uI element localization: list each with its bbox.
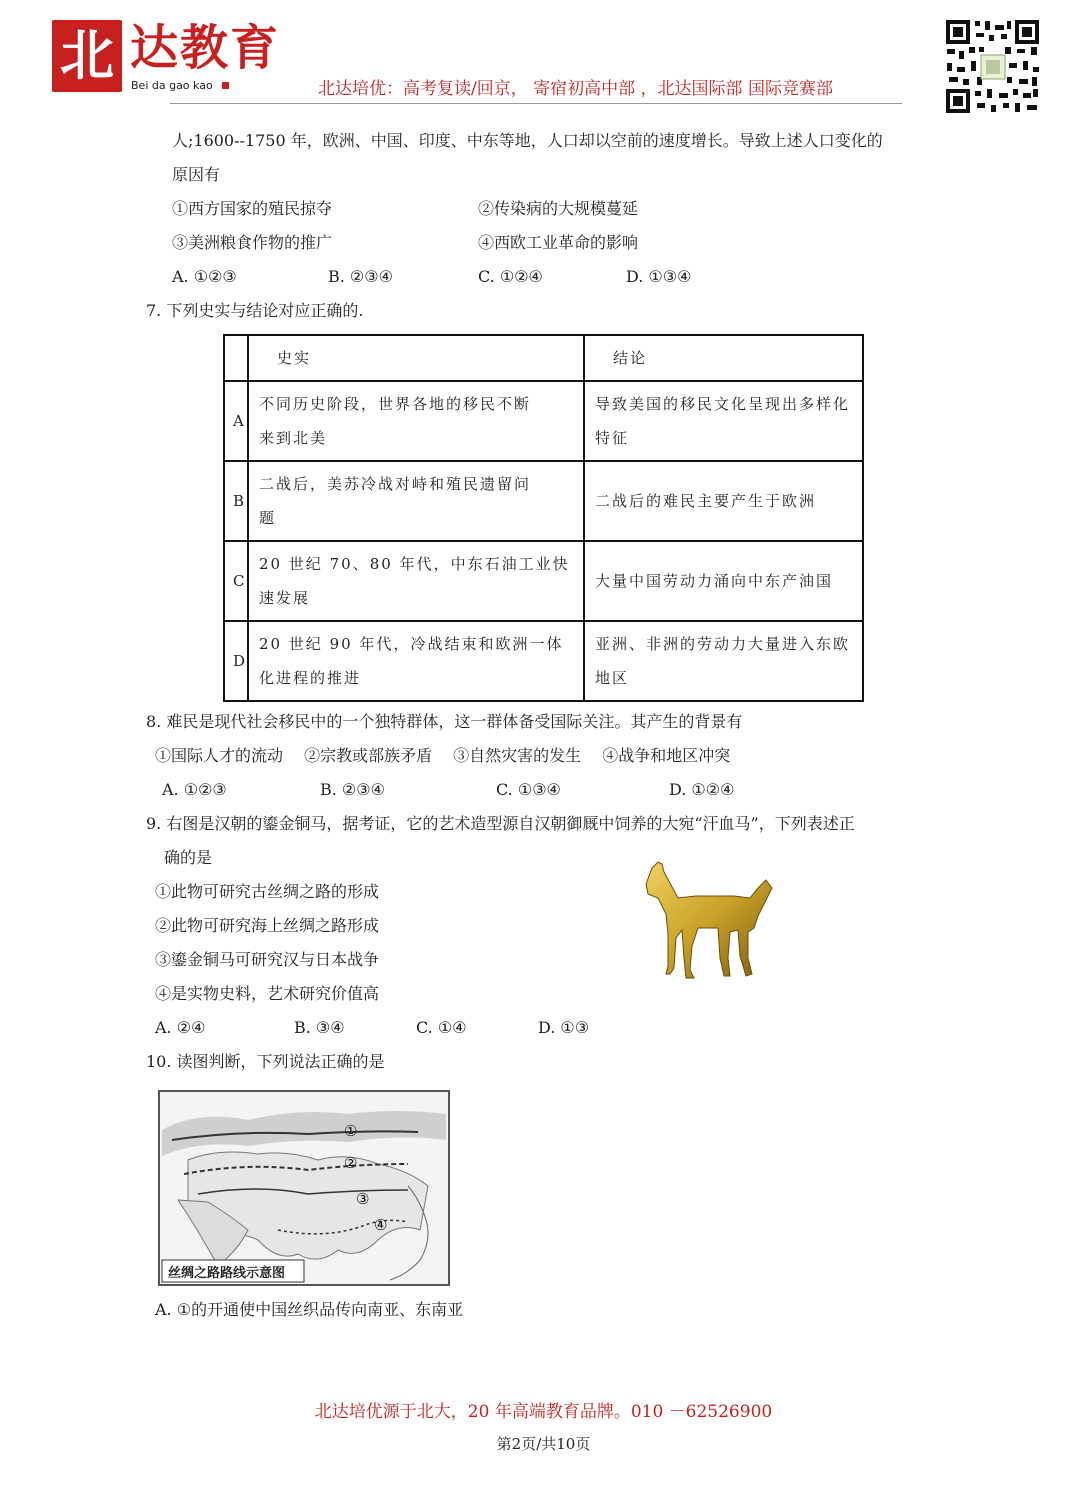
table-header-row <box>224 335 863 381</box>
q9-option-1: ①此物可研究古丝绸之路的形成 <box>155 882 380 901</box>
row-fact-line: 速发展 <box>259 589 311 607</box>
q9-answer-d: D. ①③ <box>538 1018 590 1037</box>
q7-stem: 7. 下列史实与结论对应正确的. <box>146 301 364 320</box>
table-header-fact: 史实 <box>248 335 584 381</box>
table-header-conclusion: 结论 <box>584 335 863 381</box>
q10-option-a: A. ①的开通使中国丝织品传向南亚、东南亚 <box>155 1300 464 1319</box>
page-number: 第2页/共10页 <box>496 1435 591 1453</box>
row-conclusion <box>584 381 863 461</box>
row-conclusion-line: 地区 <box>595 669 630 687</box>
q9-stem-line2: 确的是 <box>164 848 213 867</box>
q8-answer-a: A. ①②③ <box>162 780 227 799</box>
map-marker-1: ① <box>344 1122 358 1140</box>
map-marker-3: ③ <box>356 1190 370 1208</box>
row-fact-line: 化进程的推进 <box>259 669 362 687</box>
row-fact-line: 二战后，美苏冷战对峙和殖民遗留问 <box>259 475 532 493</box>
row-fact <box>248 541 584 621</box>
silk-road-map <box>158 1090 450 1286</box>
q7-table <box>223 334 864 702</box>
q6-stem-line1: 人;1600--1750 年，欧洲、中国、印度、中东等地，人口却以空前的速度增长。导致上述人口变化的 <box>172 131 883 150</box>
header-divider <box>170 103 902 104</box>
q6-answer-d: D. ①③④ <box>626 267 692 286</box>
table-header-cell <box>224 335 248 381</box>
table-row <box>224 621 863 701</box>
q9-option-4: ④是实物史料，艺术研究价值高 <box>155 984 380 1003</box>
row-letter: A <box>224 381 248 461</box>
q9-option-3: ③鎏金铜马可研究汉与日本战争 <box>155 950 380 969</box>
row-fact-line: 来到北美 <box>259 429 328 447</box>
q9-answer-b: B. ③④ <box>294 1018 345 1037</box>
pinyin-square-icon <box>222 82 229 89</box>
table-row <box>224 541 863 621</box>
q8-options: ①国际人才的流动 ②宗教或部族矛盾 ③自然灾害的发生 ④战争和地区冲突 <box>155 746 731 765</box>
row-letter: C <box>224 541 248 621</box>
logo-character: 北 <box>60 24 114 87</box>
q6-option-2: ②传染病的大规模蔓延 <box>478 199 639 218</box>
brand-pinyin: Bei da gao kao <box>131 79 213 92</box>
q6-option-3: ③美洲粮食作物的推广 <box>172 233 333 252</box>
row-fact <box>248 621 584 701</box>
row-conclusion <box>584 541 863 621</box>
q6-answer-b: B. ②③④ <box>328 267 393 286</box>
row-conclusion-line: 导致美国的移民文化呈现出多样化 <box>595 395 851 413</box>
q6-answer-a: A. ①②③ <box>172 267 237 286</box>
row-fact <box>248 461 584 541</box>
row-fact <box>248 381 584 461</box>
row-conclusion-line: 二战后的难民主要产生于欧洲 <box>595 492 817 510</box>
q8-answer-c: C. ①③④ <box>496 780 561 799</box>
row-fact-line: 题 <box>259 509 277 527</box>
footer-slogan: 北达培优源于北大，20 年高端教育品牌。010 －62526900 <box>314 1402 773 1422</box>
brand-name: 达教育 <box>130 20 281 76</box>
row-letter: B <box>224 461 248 541</box>
q6-option-4: ④西欧工业革命的影响 <box>478 233 639 252</box>
q8-answer-d: D. ①②④ <box>669 780 735 799</box>
q6-answer-c: C. ①②④ <box>478 267 543 286</box>
row-fact-line: 20 世纪 90 年代，冷战结束和欧洲一体 <box>259 635 564 653</box>
row-conclusion-line: 亚洲、非洲的劳动力大量进入东欧 <box>595 635 851 653</box>
q8-answer-b: B. ②③④ <box>320 780 385 799</box>
table-row <box>224 461 863 541</box>
q6-stem-line2: 原因有 <box>172 165 221 184</box>
map-marker-4: ④ <box>374 1216 388 1234</box>
map-marker-2: ② <box>344 1154 358 1172</box>
row-conclusion <box>584 461 863 541</box>
row-letter: D <box>224 621 248 701</box>
q8-stem: 8. 难民是现代社会移民中的一个独特群体，这一群体备受国际关注。其产生的背景有 <box>146 712 743 731</box>
row-conclusion-line: 大量中国劳动力涌向中东产油国 <box>595 572 834 590</box>
row-conclusion-line: 特征 <box>595 429 630 447</box>
q9-stem-line1: 9. 右图是汉朝的鎏金铜马，据考证，它的艺术造型源自汉朝御厩中饲养的大宛“汗血马”，下列表述正 <box>146 814 855 833</box>
q10-stem: 10. 读图判断，下列说法正确的是 <box>146 1052 385 1071</box>
table-row <box>224 381 863 461</box>
gilt-bronze-horse-image <box>638 858 776 982</box>
map-caption: 丝绸之路路线示意图 <box>168 1266 286 1281</box>
q6-option-1: ①西方国家的殖民掠夺 <box>172 199 333 218</box>
row-fact-line: 20 世纪 70、80 年代，中东石油工业快 <box>259 555 570 573</box>
row-conclusion <box>584 621 863 701</box>
row-fact-line: 不同历史阶段，世界各地的移民不断 <box>259 395 532 413</box>
q9-answer-a: A. ②④ <box>155 1018 206 1037</box>
q9-answer-c: C. ①④ <box>416 1018 467 1037</box>
qr-code-icon <box>943 17 1042 116</box>
header-slogan: 北达培优：高考复读/回京， 寄宿初高中部 ，北达国际部 国际竞赛部 <box>318 79 833 99</box>
q9-option-2: ②此物可研究海上丝绸之路形成 <box>155 916 380 935</box>
